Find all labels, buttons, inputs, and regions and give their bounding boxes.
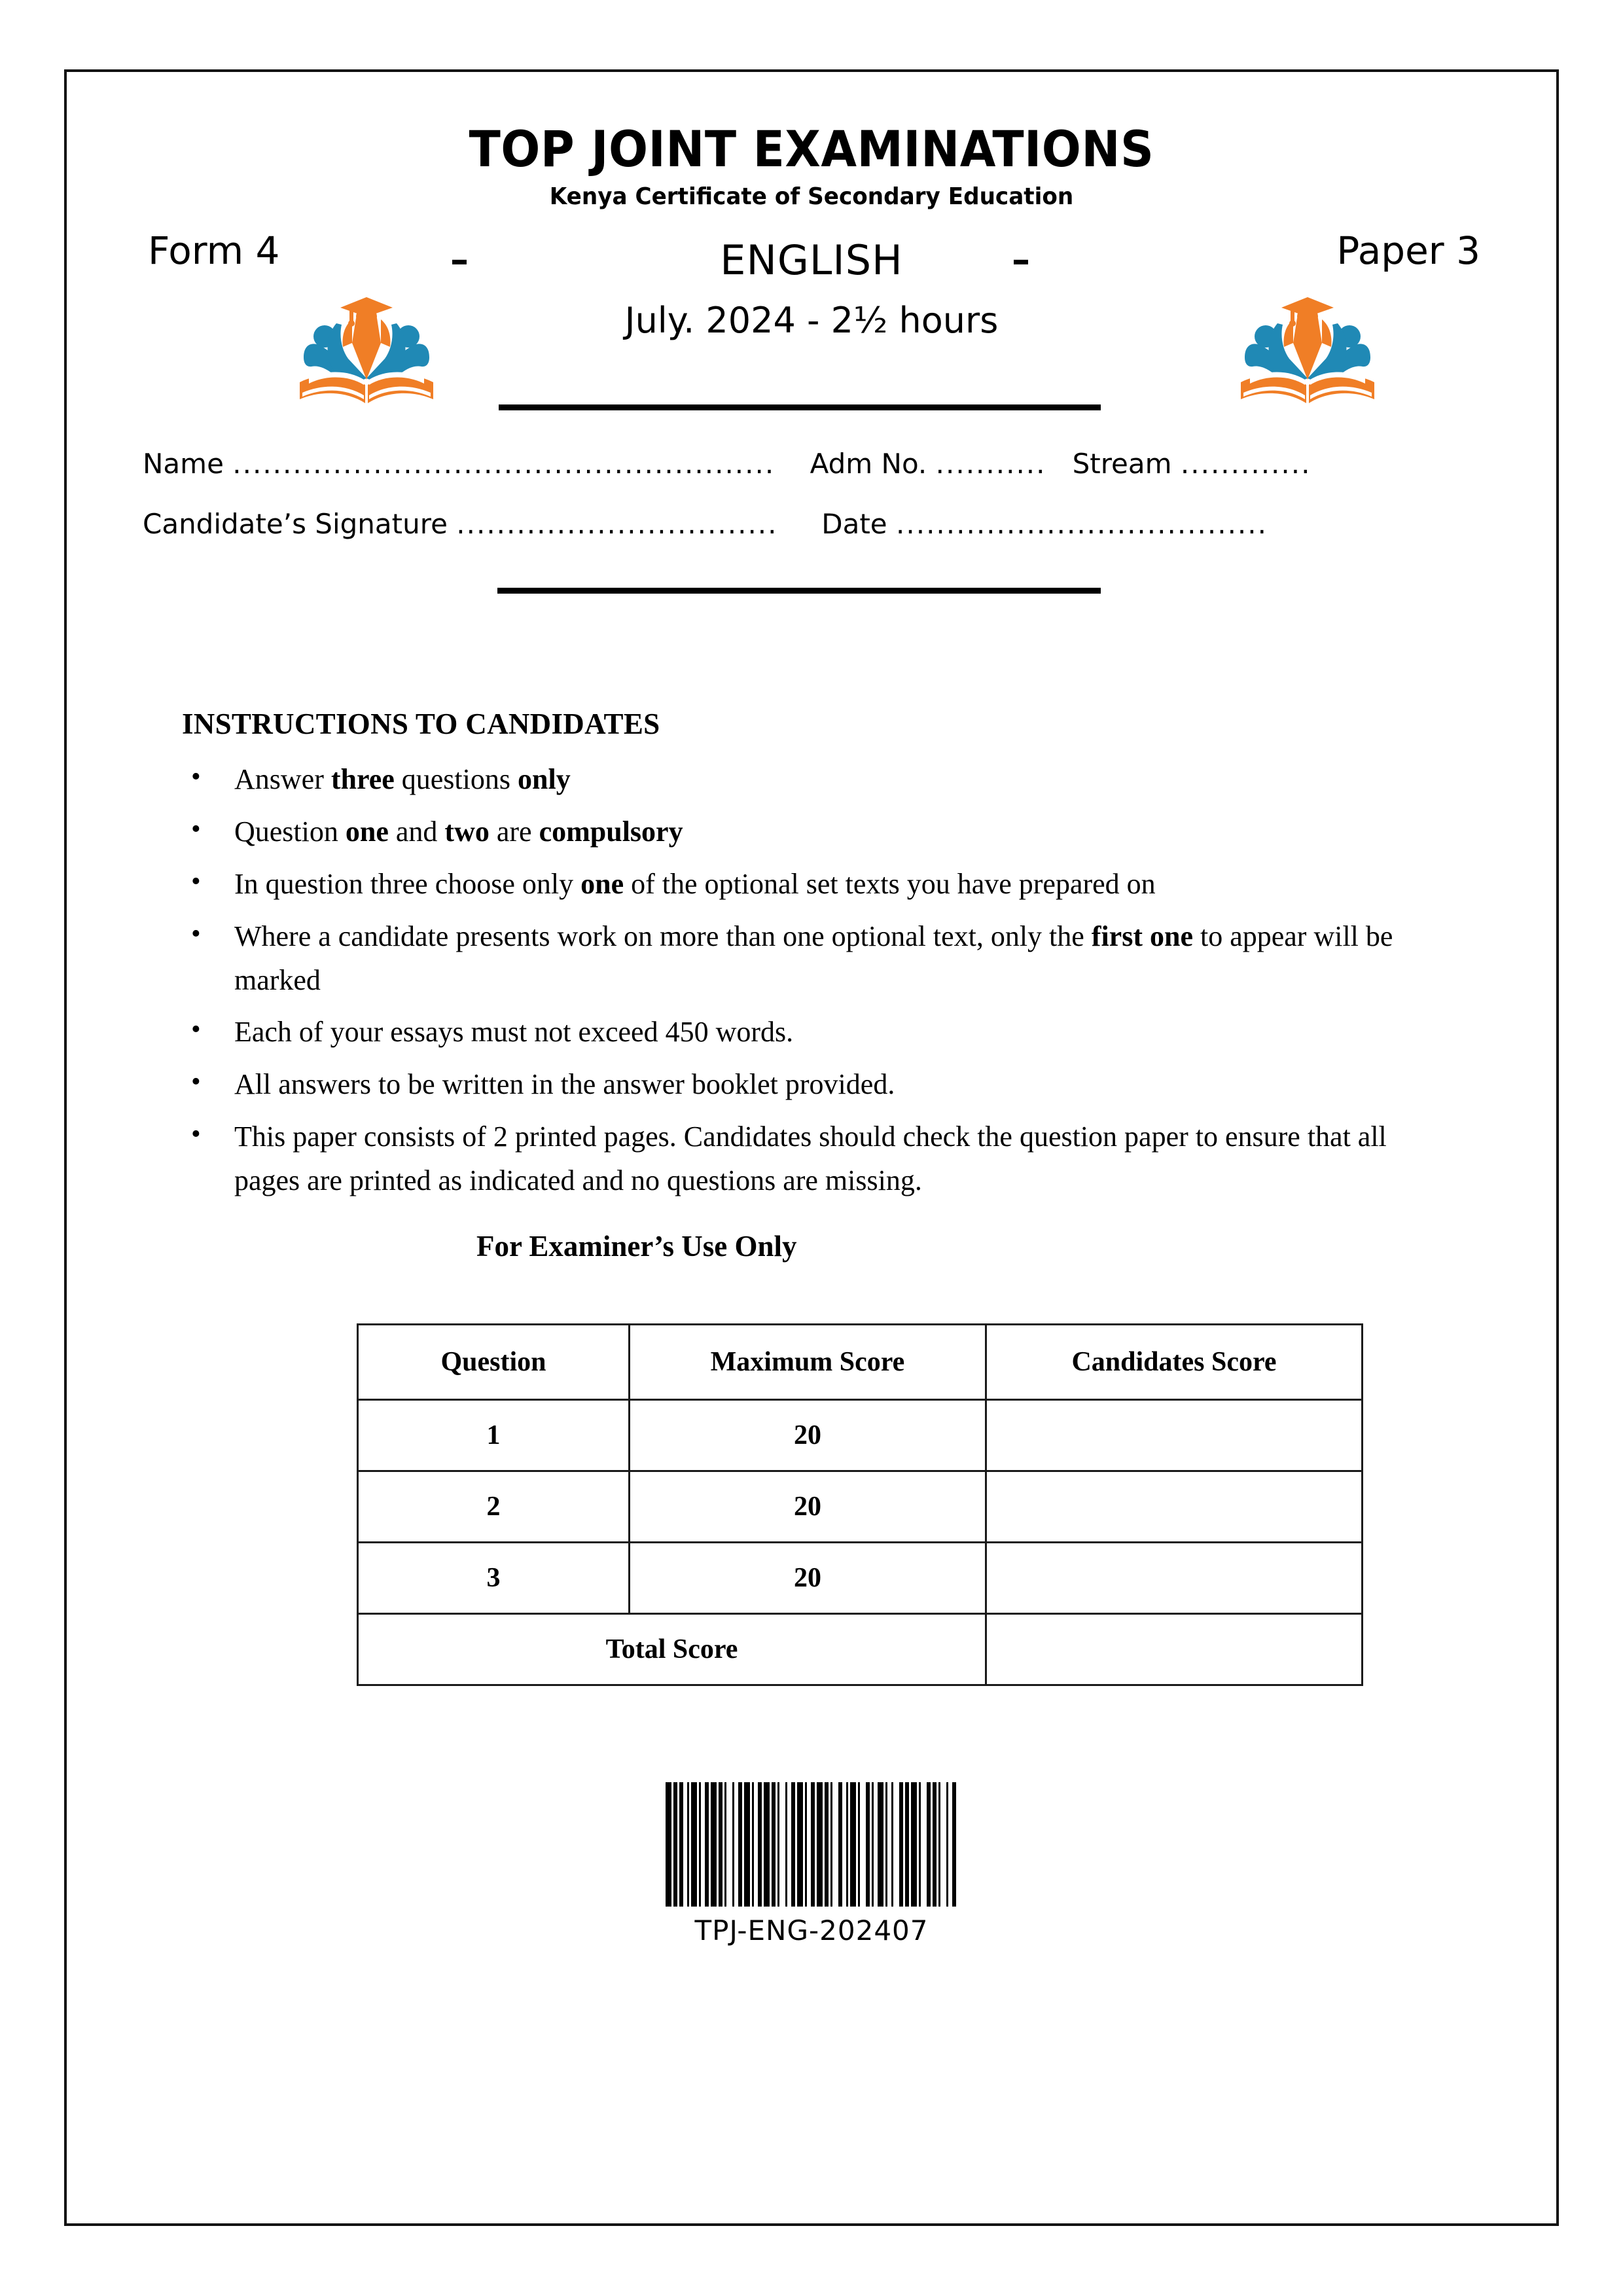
- instruction-text: questions: [394, 763, 518, 795]
- table-total-row: [358, 1614, 1363, 1685]
- instructions-list: [182, 758, 1412, 1203]
- total-score-label: Total Score: [358, 1614, 986, 1685]
- instruction-text: Each of your essays must not exceed 450 words.: [234, 1016, 794, 1049]
- subject-label: ENGLISH: [720, 236, 903, 284]
- instruction-item: [182, 1011, 1412, 1054]
- instruction-text: to appear will be marked: [234, 920, 1393, 996]
- instruction-text: Answer: [234, 763, 331, 795]
- bullet-icon: •: [191, 1119, 201, 1150]
- candidate-name-row: [143, 448, 1484, 480]
- column-header-question: Question: [358, 1325, 630, 1400]
- instruction-emphasis: one: [345, 815, 389, 848]
- header-block: [64, 69, 1559, 540]
- instruction-text: are: [489, 815, 539, 848]
- bullet-icon: •: [191, 1067, 201, 1098]
- bullet-icon: •: [191, 762, 201, 792]
- instruction-text: Question: [234, 815, 346, 848]
- stream-label: Stream: [1072, 448, 1172, 480]
- total-score-cell[interactable]: [986, 1614, 1363, 1685]
- instruction-text: and: [388, 815, 445, 848]
- date-label: Date: [821, 508, 887, 540]
- table-row: [358, 1471, 1363, 1543]
- instructions-heading: INSTRUCTIONS TO CANDIDATES: [182, 708, 660, 740]
- bullet-icon: •: [191, 918, 201, 949]
- adm-no-input[interactable]: ...........: [935, 448, 1046, 480]
- instruction-item: [182, 915, 1412, 1003]
- instruction-emphasis: two: [444, 815, 490, 848]
- instruction-emphasis: one: [580, 867, 624, 900]
- table-row: [358, 1543, 1363, 1614]
- instruction-text: of the optional set texts you have prepared on: [624, 867, 1156, 900]
- candidates-score-cell[interactable]: [986, 1400, 1363, 1471]
- table-header-row: [358, 1325, 1363, 1400]
- question-cell: 2: [358, 1471, 630, 1543]
- instruction-text: All answers to be written in the answer booklet provided.: [234, 1068, 895, 1101]
- header-rule-top: [499, 404, 1101, 410]
- instructions-section: [182, 707, 1412, 1211]
- question-cell: 3: [358, 1543, 630, 1614]
- exam-subtitle: Kenya Certificate of Secondary Education: [549, 183, 1074, 210]
- dash-separator-right: –: [1012, 239, 1030, 281]
- examiner-score-table: [357, 1323, 1363, 1686]
- name-label: Name: [143, 448, 224, 480]
- bullet-icon: •: [191, 814, 201, 844]
- date-input[interactable]: .....................................: [896, 508, 1268, 540]
- bullet-icon: •: [191, 866, 201, 897]
- instruction-item: [182, 863, 1412, 906]
- column-header-maximum-score: Maximum Score: [630, 1325, 986, 1400]
- instruction-text: In question three choose only: [234, 867, 581, 900]
- question-cell: 1: [358, 1400, 630, 1471]
- barcode-block: [0, 1774, 1623, 1946]
- form-label: Form 4: [148, 228, 280, 273]
- header-rule-bottom: [497, 588, 1101, 594]
- bullet-icon: •: [191, 1014, 201, 1045]
- instruction-emphasis: three: [330, 763, 395, 795]
- paper-label: Paper 3: [1336, 228, 1480, 273]
- page-title: TOP JOINT EXAMINATIONS: [469, 120, 1154, 178]
- instruction-text: This paper consists of 2 printed pages. Candidates should check the question paper to ensure that all pages are printed as indicated and no questions are missing.: [234, 1121, 1387, 1196]
- instruction-emphasis: first one: [1091, 920, 1193, 952]
- candidates-score-cell[interactable]: [986, 1471, 1363, 1543]
- barcode-label: TPJ-ENG-202407: [694, 1914, 929, 1946]
- candidates-score-cell[interactable]: [986, 1543, 1363, 1614]
- adm-no-label: Adm No.: [810, 448, 927, 480]
- instruction-emphasis: compulsory: [539, 815, 683, 848]
- name-input[interactable]: ......................................................: [232, 448, 776, 480]
- instruction-item: [182, 758, 1412, 802]
- instruction-item: [182, 810, 1412, 854]
- maximum-score-cell: 20: [630, 1400, 986, 1471]
- stream-input[interactable]: .............: [1180, 448, 1311, 480]
- instruction-emphasis: only: [518, 763, 571, 795]
- exam-datetime: July. 2024 - 2½ hours: [624, 300, 999, 341]
- signature-input[interactable]: ................................: [456, 508, 778, 540]
- instruction-text: Where a candidate presents work on more than one optional text, only the: [234, 920, 1092, 952]
- dash-separator-left: –: [450, 239, 469, 281]
- maximum-score-cell: 20: [630, 1543, 986, 1614]
- signature-label: Candidate’s Signature: [143, 508, 448, 540]
- instruction-item: [182, 1115, 1412, 1203]
- examiner-use-heading: For Examiner’s Use Only: [476, 1230, 797, 1263]
- table-row: [358, 1400, 1363, 1471]
- instruction-item: [182, 1063, 1412, 1107]
- column-header-candidates-score: Candidates Score: [986, 1325, 1363, 1400]
- maximum-score-cell: 20: [630, 1471, 986, 1543]
- candidate-signature-row: [143, 508, 1484, 540]
- barcode-image: [666, 1782, 958, 1907]
